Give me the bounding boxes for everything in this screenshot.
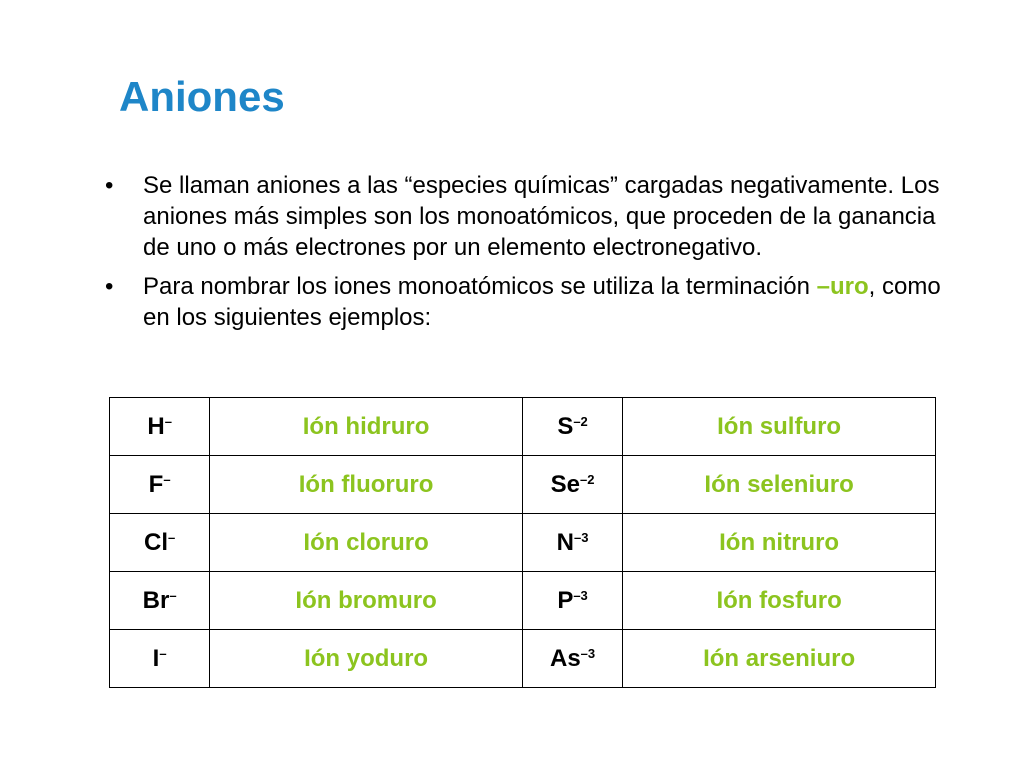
ion-name-cell: Ión arseniuro: [623, 630, 936, 688]
ion-symbol-cell: [110, 398, 210, 456]
element-symbol: Cl: [144, 528, 169, 556]
ion-symbol-cell: [522, 630, 622, 688]
ion-name-cell: Ión yoduro: [210, 630, 523, 688]
element-symbol: S: [557, 412, 574, 440]
element-symbol: Se: [550, 470, 580, 498]
ion-symbol-cell: [522, 514, 622, 572]
bullet-list: [105, 170, 955, 341]
ion-charge: –: [168, 529, 176, 545]
element-symbol: N: [556, 528, 574, 556]
bullet-text-after: , como en los siguientes ejemplos:: [143, 273, 941, 331]
element-symbol: As: [549, 644, 581, 672]
ion-symbol-cell: [110, 456, 210, 514]
bullet-icon: •: [105, 273, 114, 300]
ion-charge: –2: [573, 413, 588, 429]
bullet-item-definition: [105, 170, 955, 263]
ion-charge: –3: [573, 587, 588, 603]
ion-symbol-cell: [110, 572, 210, 630]
ion-charge: –2: [580, 471, 595, 487]
ion-name-cell: Ión fosfuro: [623, 572, 936, 630]
ion-name-cell: Ión sulfuro: [623, 398, 936, 456]
element-symbol: P: [557, 586, 574, 614]
bullet-item-naming: [105, 271, 955, 333]
ion-charge: –: [159, 645, 167, 661]
bullet-icon: •: [105, 172, 114, 199]
bullet-text-before: Para nombrar los iones monoatómicos se utiliza la terminación: [143, 273, 817, 300]
slide-title: Aniones: [119, 73, 285, 120]
table-row: [110, 630, 936, 688]
ion-name-cell: Ión cloruro: [210, 514, 523, 572]
table-row: [110, 572, 936, 630]
element-symbol: F: [148, 470, 164, 498]
ion-charge: –3: [574, 529, 589, 545]
ion-charge: –: [164, 413, 172, 429]
table-row: [110, 456, 936, 514]
ion-name-cell: Ión seleniuro: [623, 456, 936, 514]
ion-name-cell: Ión bromuro: [210, 572, 523, 630]
element-symbol: H: [147, 412, 165, 440]
bullet-text: Se llaman aniones a las “especies químicas” cargadas negativamente. Los aniones más simples son los monoatómicos, que proceden de la ganancia de uno o más electrones por un elemento electronegativo.: [143, 172, 940, 261]
element-symbol: I: [152, 644, 160, 672]
ion-name-cell: Ión nitruro: [623, 514, 936, 572]
ion-symbol-cell: [110, 514, 210, 572]
element-symbol: Br: [142, 586, 170, 614]
ion-charge: –: [163, 471, 171, 487]
anion-table: [109, 397, 936, 688]
ion-symbol-cell: [110, 630, 210, 688]
ion-charge: –: [169, 587, 177, 603]
table-row: [110, 398, 936, 456]
ion-name-cell: Ión fluoruro: [210, 456, 523, 514]
ion-name-cell: Ión hidruro: [210, 398, 523, 456]
ion-symbol-cell: [522, 456, 622, 514]
ion-charge: –3: [580, 645, 596, 661]
ion-symbol-cell: [522, 398, 622, 456]
ion-symbol-cell: [522, 572, 622, 630]
table-row: [110, 514, 936, 572]
suffix-highlight: –uro: [816, 273, 869, 300]
